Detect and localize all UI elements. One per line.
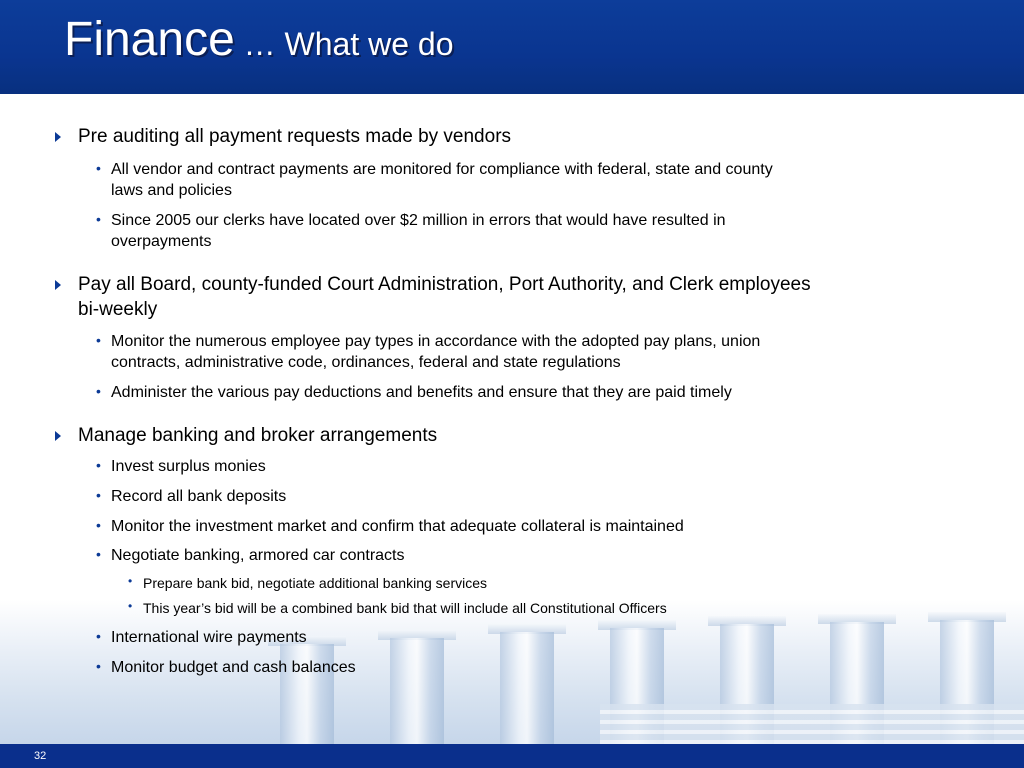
list-item: Since 2005 our clerks have located over $2 million in errors that would have resulted in bbox=[111, 212, 726, 229]
page-number: 32 bbox=[34, 750, 47, 762]
list-item: Monitor budget and cash balances bbox=[111, 659, 356, 676]
sub-list-item: Prepare bank bid, negotiate additional banking services bbox=[143, 575, 488, 591]
bullet-dot-icon: • bbox=[96, 211, 101, 227]
bullet-dot-icon: • bbox=[96, 383, 101, 399]
bullet-dot-icon: • bbox=[96, 332, 101, 348]
slide-footer bbox=[0, 744, 1024, 768]
sub-list-item: This year’s bid will be a combined bank bid that will include all Constitutional Officers bbox=[143, 600, 667, 616]
list-item-continued: overpayments bbox=[111, 233, 212, 250]
list-item: Monitor the investment market and confirm that adequate collateral is maintained bbox=[111, 518, 684, 535]
bullet-dot-icon: • bbox=[96, 457, 101, 473]
bullet-dot-icon: • bbox=[96, 487, 101, 503]
list-item: Invest surplus monies bbox=[111, 458, 266, 475]
bullet-dot-icon: • bbox=[96, 160, 101, 176]
bullet-dot-icon: • bbox=[96, 658, 101, 674]
title-main: Finance bbox=[64, 13, 235, 66]
list-item: Monitor the numerous employee pay types in accordance with the adopted pay plans, union bbox=[111, 333, 761, 350]
section-heading: Pre auditing all payment requests made by vendors bbox=[78, 126, 512, 147]
bullet-dot-icon: • bbox=[96, 628, 101, 644]
arrow-bullet-icon bbox=[55, 132, 61, 142]
list-item-continued: laws and policies bbox=[111, 182, 232, 199]
list-item: Administer the various pay deductions and benefits and ensure that they are paid timely bbox=[111, 384, 732, 401]
arrow-bullet-icon bbox=[55, 280, 61, 290]
list-item: International wire payments bbox=[111, 629, 307, 646]
title-subtitle: … What we do bbox=[234, 26, 454, 62]
bullet-dot-icon: • bbox=[96, 546, 101, 562]
section-heading: Manage banking and broker arrangements bbox=[78, 425, 438, 446]
section-heading-continued: bi-weekly bbox=[78, 299, 158, 320]
list-item: Negotiate banking, armored car contracts bbox=[111, 547, 405, 564]
bullet-dot-icon: • bbox=[96, 517, 101, 533]
bullet-dot-icon-small: • bbox=[128, 574, 133, 588]
bullet-dot-icon-small: • bbox=[128, 599, 133, 613]
list-item: All vendor and contract payments are monitored for compliance with federal, state and county bbox=[111, 161, 773, 178]
section-heading: Pay all Board, county-funded Court Administration, Port Authority, and Clerk employees bbox=[78, 274, 811, 295]
list-item-continued: contracts, administrative code, ordinances, federal and state regulations bbox=[111, 354, 621, 371]
arrow-bullet-icon bbox=[55, 431, 61, 441]
list-item: Record all bank deposits bbox=[111, 488, 287, 505]
